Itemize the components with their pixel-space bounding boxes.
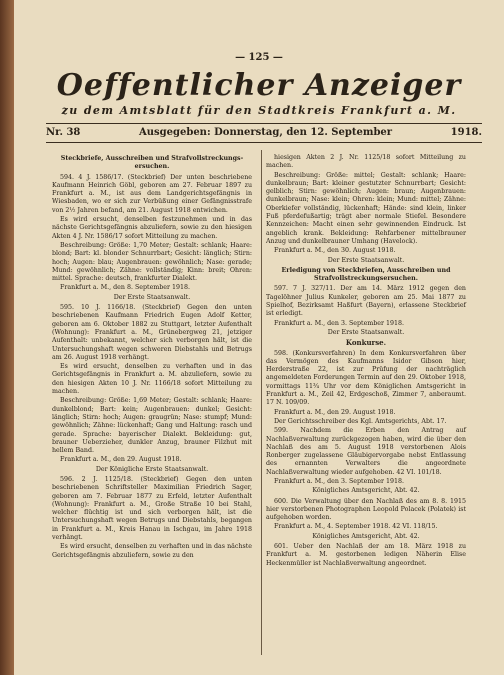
- issue-rule: [46, 142, 482, 143]
- section-heading: Konkurse.: [345, 338, 387, 348]
- paragraph: Beschreibung: Größe: 1,70 Meter; Gestalt: schlank; Haare: blond; Bart: kl. blonder Schnurrbart; Gesicht: länglich; Stirn: hoch; Augen: blau; Augenbrauen: gewöhnlich; Nase: gerade; Mund: gewöhnlich; Zähne: vollständig; Kinn: breit; Ohren: mittel. Sprache: deutsch, frankfurter Dialekt.: [52, 241, 252, 283]
- paragraph: Frankfurt a. M., den 8. September 1918.: [60, 284, 191, 292]
- paragraph: Frankfurt a. M., 4. September 1918. 42 VI. 118/15.: [274, 523, 438, 531]
- paragraph: 596. 2 J. 1125/18. (Steckbrief) Gegen den unten beschriebenen Schriftsteller Maximilian Friedrich Sager, geboren am 7. Februar 1877 zu Erfeld, letzter Aufenthalt (Wohnung): Frankfurt a. M., Große Straße 10 bei Stahl, welcher flüchtig ist und sich verborgen hält, ist die Untersuchungshaft wegen Betrugs und Diebstahls, begangen in Frankfurt a. M., Kreis Hanau in Ischgau, im Jahre 1918 verhängt.: [52, 475, 252, 542]
- section-heading: Steckbriefe, Ausschreiben und Strafvollstreckungs-ersuchen.: [60, 155, 244, 171]
- right-column: [266, 154, 466, 569]
- paragraph: Der Gerichtsschreiber des Kgl. Amtsgerichts, Abt. 17.: [274, 417, 447, 425]
- signature-line: Königliches Amtsgericht, Abt. 42.: [312, 532, 420, 540]
- newspaper-page: [14, 0, 504, 675]
- issue-date: Ausgegeben: Donnerstag, den 12. September: [138, 127, 393, 138]
- paragraph: Frankfurt a. M., den 30. August 1918.: [274, 247, 396, 255]
- signature-line: Königliches Amtsgericht, Abt. 42.: [312, 487, 420, 495]
- paragraph: Es wird ersucht, denselben zu verhaften und in das Gerichtsgefängnis in Frankfurt a. M. abzuliefern, sowie zu den hiesigen Akten 10 J. Nr. 1166/18 sofort Mitteilung zu machen.: [52, 363, 252, 396]
- paragraph: 601. Ueber den Nachlaß der am 18. März 1918 zu Frankfurt a. M. gestorbenen ledigen Näherin Elise Heckenmüller ist Nachlaßverwaltung angeordnet.: [266, 543, 466, 567]
- paragraph: Frankfurt a. M., den 29. August 1918.: [274, 408, 396, 416]
- paragraph: Es wird ersucht, denselben festzunehmen und in das nächste Gerichtsgefängnis abzuliefern, sowie zu den hiesigen Akten 4 J. Nr. 1586/17 sofort Mitteilung zu machen.: [52, 216, 252, 240]
- paragraph: Beschreibung: Größe: mittel; Gestalt: schlank; Haare: dunkelbraun; Bart: kleiner gestutzter Schnurrbart; Gesicht: gelblich; Stirn: gewöhnlich; Augen: braun; Augenbrauen: dunkelbraun; Nase: klein; Ohren: klein; Mund: mittel; Zähne: Oberkiefer vollständig, lückenhaft; Hände: sind klein, linker Fuß pferdefußartig; trägt aber normale Stiefel. Besondere Kennzeichen: Macht einen sehr gewinnenden Eindruck. Ist angeblich krank. Bekleidung: Rehfarbener mittelbrauner Anzug und dunkelbrauner Umhang (Havelock).: [266, 171, 466, 245]
- paragraph: 597. 7 J. 327/11. Der am 14. März 1912 gegen den Tagelöhner Julius Kunkeler, geboren am 25. Mai 1877 zu Spielhof, Bezirksamt Haßfurt (Bayern), erlassene Steckbrief ist erledigt.: [266, 285, 466, 318]
- issue-line: [46, 127, 482, 138]
- paragraph: Es wird ersucht, denselben zu verhaften und in das nächste Gerichtsgefängnis abzuliefern, sowie zu den: [52, 543, 252, 559]
- paragraph: Frankfurt a. M., den 29. August 1918.: [60, 456, 182, 464]
- signature-line: Der Erste Staatsanwalt.: [327, 328, 405, 336]
- paragraph: 594. 4 J. 1586/17. (Steckbrief) Der unten beschriebene Kaufmann Heinrich Göbl, geboren am 27. Februar 1897 zu Frankfurt a. M., ist aus dem Landgerichtsgefängnis in Wiesbaden, wo er sich zur Verbüßung einer Gefängnisstrafe von 2½ Jahren befand, am 21. August 1918 entwichen.: [52, 173, 252, 214]
- paragraph: Frankfurt a. M., den 3. September 1918.: [274, 477, 405, 485]
- issue-year: 1918.: [450, 127, 482, 138]
- paragraph: Frankfurt a. M., den 3. September 1918.: [274, 319, 405, 327]
- signature-line: Der Königliche Erste Staatsanwalt.: [95, 465, 209, 473]
- paragraph: 598. (Konkursverfahren) In dem Konkursverfahren über das Vermögen des Kaufmanns Isidor Gibson hier, Herderstraße 22, ist zur Prüfung der nachträglich angemeldeten Forderungen Termin auf den 29. Oktober 1918, vormittags 11¾ Uhr vor dem Königlichen Amtsgericht in Frankfurt a. M., Zeil 42, Erdgeschoß, Zimmer 7, anberaumt. 17 N. 109/09.: [266, 349, 466, 407]
- book-binding: [0, 0, 14, 675]
- left-column: [52, 154, 252, 561]
- top-rule: [46, 123, 482, 124]
- paragraph: Beschreibung: Größe: 1,69 Meter; Gestalt: schlank; Haare: dunkelblond; Bart: kein; Augenbrauen: dunkel; Gesicht: länglich; Stirn: hoch; Augen: graugrün; Nase: stumpf; Mund: gewöhnlich; Zähne: lückenhaft; Gang und Haltung: rasch und gerade. Sprache: bayerischer Dialekt. Bekleidung: gut, brauner Ueberzieher, dunkler Anzug, brauner Filzhut mit hellem Band.: [52, 397, 252, 455]
- column-divider: [261, 150, 262, 655]
- masthead-subtitle: zu dem Amtsblatt für den Stadtkreis Frankfurt a. M.: [61, 104, 457, 117]
- page-number: — 125 —: [235, 52, 283, 63]
- issue-number: Nr. 38: [46, 127, 81, 138]
- section-heading: Erledigung von Steckbriefen, Ausschreiben und Strafvollstreckungsersuchen.: [281, 266, 451, 283]
- paragraph: 600. Die Verwaltung über den Nachlaß des am 8. 8. 1915 hier verstorbenen Photographen Leopold Polacek (Polatek) ist aufgehoben worden.: [266, 497, 466, 522]
- signature-line: Der Erste Staatsanwalt.: [327, 256, 405, 264]
- paragraph: 595. 10 J. 1166/18. (Steckbrief) Gegen den unten beschriebenen Kaufmann Friedrich Eugen Adolf Ketter, geboren am 6. Oktober 1882 zu Stuttgart, letzter Aufenthalt (Wohnung): Frankfurt a. M., Grünebergweg 21, jetziger Aufenthalt: unbekannt, welcher sich verborgen hält, ist die Untersuchungshaft wegen schweren Diebstahls und Betrugs am 26. August 1918 verhängt.: [52, 304, 252, 361]
- masthead-title: Oeffentlicher Anzeiger: [56, 68, 462, 103]
- paragraph: hiesigen Akten 2 J. Nr. 1125/18 sofort Mitteilung zu machen.: [266, 154, 466, 170]
- signature-line: Der Erste Staatsanwalt.: [113, 293, 191, 301]
- paragraph: 599. Nachdem die Erben den Antrag auf Nachlaßverwaltung zurückgezogen haben, wird die über den Nachlaß des am 5. August 1918 verstorbenen Alois Ronberger zugelassene Gläubigervorgabe nebst Entlassung des ernannten Verwalters die angeordnete Nachlaßverwaltung wieder aufgehoben. 42 VI. 101/18.: [266, 427, 466, 476]
